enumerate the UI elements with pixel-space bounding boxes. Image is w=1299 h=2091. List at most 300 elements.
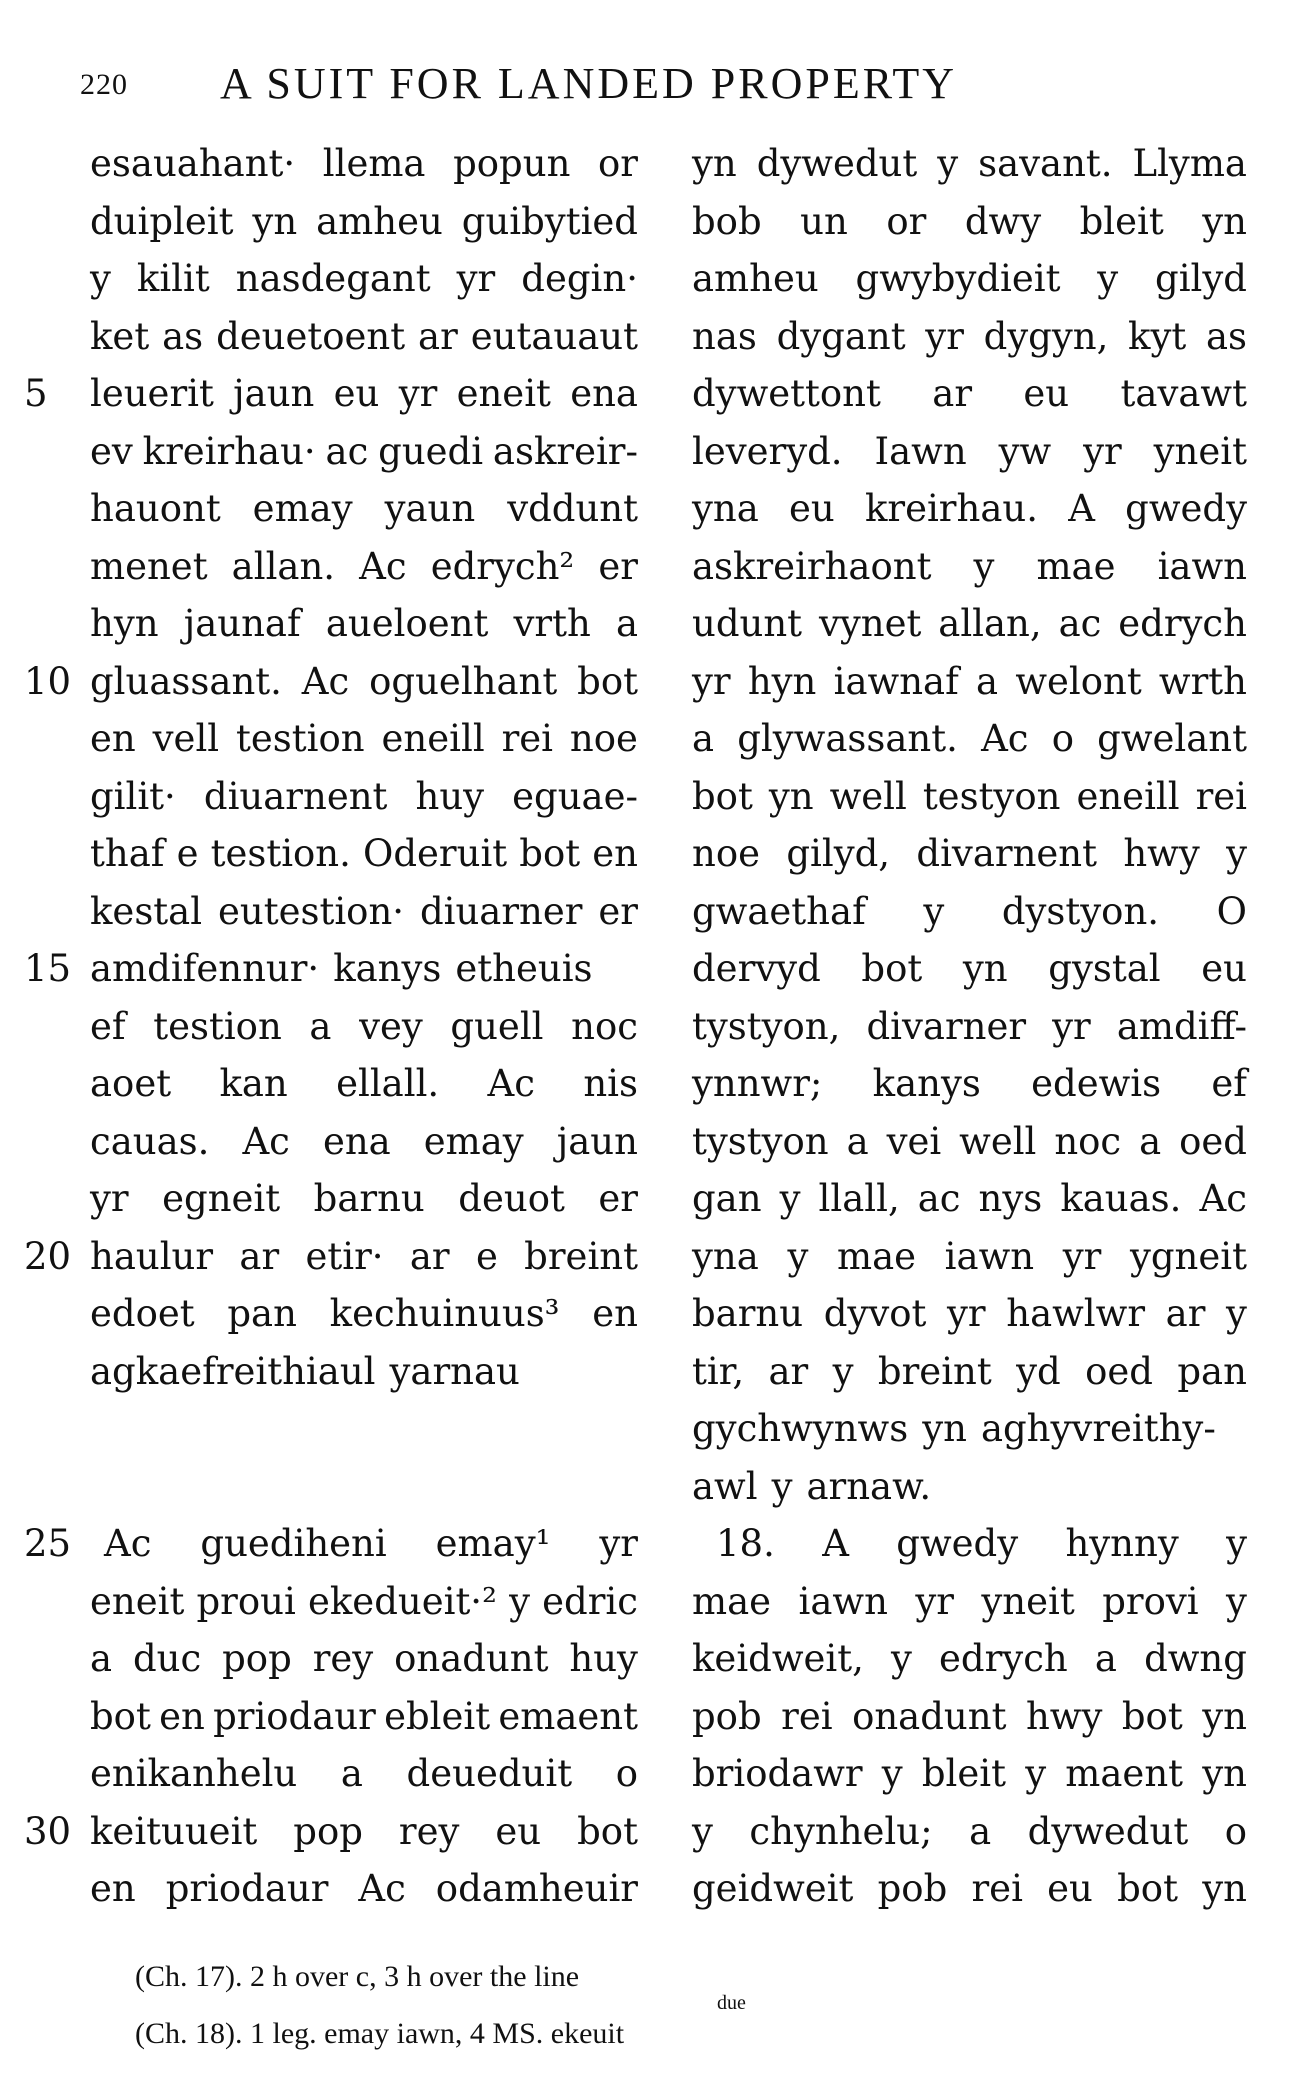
word: rei xyxy=(1195,774,1247,818)
word: eutauaut xyxy=(470,314,638,358)
right-text-line xyxy=(692,257,1247,314)
word: yn xyxy=(768,774,814,818)
word: Ac xyxy=(358,1867,406,1910)
right-text-line xyxy=(692,1005,1247,1062)
word: egneit xyxy=(162,1177,281,1220)
left-text-line xyxy=(90,602,638,659)
word: deuot xyxy=(458,1177,565,1220)
word: edric xyxy=(542,1579,638,1623)
word: pop xyxy=(222,1637,292,1680)
word: a xyxy=(976,659,999,703)
word: en xyxy=(592,832,638,875)
word: tystyon xyxy=(692,1119,829,1163)
word: vddunt xyxy=(507,487,638,530)
word: rey xyxy=(398,1809,460,1853)
left-text-line xyxy=(90,1752,638,1809)
word: yw xyxy=(998,429,1052,473)
word: guibytied xyxy=(461,199,638,243)
right-text-line xyxy=(692,1235,1247,1292)
word: glywassant. xyxy=(737,717,958,760)
word: rey xyxy=(312,1637,374,1680)
word: or xyxy=(598,142,638,185)
word: gwedy xyxy=(896,1522,1019,1565)
word: haulur xyxy=(90,1234,214,1278)
word: eneit xyxy=(90,1579,185,1623)
left-text-line xyxy=(90,1062,638,1119)
word: dwy xyxy=(964,199,1042,243)
left-text-line xyxy=(90,1235,638,1292)
word: awl xyxy=(692,1464,758,1508)
word: hwy xyxy=(1123,832,1200,875)
word: A xyxy=(1068,487,1095,530)
page-number: 220 xyxy=(80,68,128,101)
word: dywedut xyxy=(1027,1809,1189,1853)
word: deuetoent xyxy=(216,314,406,358)
word: rei xyxy=(501,717,553,760)
right-text-line xyxy=(692,430,1247,487)
word: edoet xyxy=(90,1292,195,1335)
word: agkaefreithiaul xyxy=(90,1349,376,1393)
right-text-line xyxy=(692,775,1247,832)
word: en xyxy=(592,1292,638,1335)
line-number: 25 xyxy=(24,1522,72,1565)
word: as xyxy=(1205,314,1247,358)
word: en xyxy=(159,1694,205,1738)
word: bot xyxy=(90,1694,151,1738)
word: yr xyxy=(1083,429,1122,473)
word: nasdegant xyxy=(235,257,431,300)
word: edrych xyxy=(1118,602,1247,645)
word: enikanhelu xyxy=(90,1752,298,1795)
right-text-line xyxy=(692,487,1247,544)
word: yna xyxy=(692,487,759,530)
line-number: 15 xyxy=(24,947,72,990)
word: ar xyxy=(409,1234,450,1278)
word: gwybydieit xyxy=(855,257,1061,300)
word: huy xyxy=(415,774,485,818)
word: eu xyxy=(1201,947,1247,990)
word: eneill xyxy=(381,717,485,760)
word: ekedueit·² xyxy=(307,1579,497,1623)
right-text-line xyxy=(692,947,1247,1004)
word: ar xyxy=(932,372,973,415)
left-text-line xyxy=(90,1580,638,1637)
left-text-line xyxy=(90,257,638,314)
right-text-line xyxy=(692,1752,1247,1809)
word: noe xyxy=(692,832,761,875)
word: dwng xyxy=(1144,1637,1247,1680)
word: gilyd, xyxy=(786,832,891,875)
word: nas xyxy=(692,314,757,358)
word: y xyxy=(90,257,111,300)
word: a xyxy=(615,602,638,645)
word: o xyxy=(615,1752,638,1795)
word: a xyxy=(309,1004,332,1048)
word: vynet xyxy=(818,602,922,645)
word: y xyxy=(692,1809,713,1853)
word: hauont xyxy=(90,487,221,530)
word: y xyxy=(1226,1292,1247,1335)
word: kauas. xyxy=(1060,1177,1182,1220)
word: y xyxy=(891,1637,912,1680)
word: kreirhau· xyxy=(142,429,316,473)
right-text-line xyxy=(692,1867,1247,1924)
word: testyon xyxy=(922,774,1061,818)
word: a xyxy=(1094,1637,1117,1680)
running-title: A SUIT FOR LANDED PROPERTY xyxy=(220,59,958,108)
word: bob xyxy=(692,199,762,243)
word: gan xyxy=(692,1177,762,1220)
word: vell xyxy=(152,717,220,760)
left-text-line xyxy=(90,1120,638,1177)
word: O xyxy=(1216,889,1247,933)
right-text-line xyxy=(692,1695,1247,1752)
word: Iawn xyxy=(874,429,967,473)
word: ygneit xyxy=(1129,1234,1247,1278)
left-text-line xyxy=(90,1867,638,1924)
word: y xyxy=(779,1177,801,1220)
word: allan, xyxy=(938,602,1042,645)
word: divarnent xyxy=(916,832,1097,875)
word: Ac xyxy=(242,1119,290,1163)
word: gilyd xyxy=(1155,257,1247,300)
word: tystyon, xyxy=(692,1004,841,1048)
word: kanys xyxy=(872,1062,981,1105)
word: yr xyxy=(925,314,964,358)
word: bot xyxy=(1117,1867,1178,1910)
right-text-line xyxy=(692,1120,1247,1177)
word: yn xyxy=(1202,1694,1247,1738)
word: a xyxy=(846,1119,869,1163)
word: yaun xyxy=(384,487,476,530)
word: iawn xyxy=(1157,544,1247,588)
left-text-line xyxy=(90,315,638,372)
word: wrth xyxy=(1158,659,1247,703)
word: divarner xyxy=(866,1004,1027,1048)
word: mae xyxy=(692,1579,772,1623)
word: onadunt xyxy=(394,1637,549,1680)
word: y xyxy=(787,1234,809,1278)
word: a xyxy=(969,1809,992,1853)
word: dywedut xyxy=(756,142,918,185)
word: Ac xyxy=(487,1062,535,1105)
word: ev xyxy=(90,429,133,473)
footnote-ch17: (Ch. 17). 2 h over c, 3 h over the line xyxy=(135,1960,580,1993)
left-text-line xyxy=(90,1810,638,1867)
left-text-line xyxy=(90,200,638,257)
word: A xyxy=(822,1522,849,1565)
word: nys xyxy=(978,1177,1043,1220)
word: yneit xyxy=(1153,429,1247,473)
word: vrth xyxy=(513,602,591,645)
word: yr xyxy=(1062,1234,1102,1278)
line-number: 10 xyxy=(24,659,72,703)
word: tir, xyxy=(692,1349,745,1393)
word: duc xyxy=(132,1637,202,1680)
word: eu xyxy=(333,372,380,415)
word: etheuis xyxy=(455,947,593,990)
word: un xyxy=(800,199,848,243)
word: kyt xyxy=(1128,314,1187,358)
word: onadunt xyxy=(852,1694,1007,1738)
word: dygant xyxy=(776,314,906,358)
word: briodawr xyxy=(692,1752,863,1795)
word: aoet xyxy=(90,1062,172,1105)
word: kilit xyxy=(136,257,210,300)
word: ena xyxy=(322,1119,391,1163)
right-text-line xyxy=(692,890,1247,947)
word: o xyxy=(1224,1809,1247,1853)
word: bot xyxy=(577,659,638,703)
word: huy xyxy=(569,1637,638,1680)
left-text-line xyxy=(90,890,638,947)
word: y xyxy=(1226,1522,1247,1565)
word: hynny xyxy=(1065,1522,1179,1565)
word: kanys xyxy=(333,947,442,990)
word: emaent xyxy=(498,1694,638,1738)
word: jaun xyxy=(233,372,315,415)
word: iawnaf xyxy=(833,659,959,703)
word: odamheuir xyxy=(435,1867,638,1910)
word: maent xyxy=(1065,1752,1184,1795)
left-text-line xyxy=(90,660,638,717)
word: gilit· xyxy=(90,774,176,818)
word: vei xyxy=(886,1119,942,1163)
word: Ac xyxy=(301,659,350,703)
word: pob xyxy=(692,1694,762,1738)
word: testion xyxy=(153,1004,282,1048)
word: leveryd. xyxy=(692,429,843,473)
word: bleit xyxy=(1079,199,1164,243)
word: oguelhant xyxy=(369,659,558,703)
word: edewis xyxy=(1031,1062,1162,1105)
word: yd xyxy=(1016,1349,1061,1393)
word: bot xyxy=(1121,1694,1183,1738)
word: ellall. xyxy=(336,1062,440,1105)
word: emay xyxy=(252,487,353,530)
left-text-line xyxy=(90,487,638,544)
word: dervyd xyxy=(692,947,821,990)
word: mae xyxy=(836,1234,917,1278)
left-text-line xyxy=(90,832,638,889)
left-text-line xyxy=(90,717,638,774)
word: gwedy xyxy=(1125,487,1247,530)
word: emay¹ xyxy=(435,1522,551,1565)
left-text-line xyxy=(90,1292,638,1349)
word: y xyxy=(923,889,945,933)
word: priodaur xyxy=(213,1694,376,1738)
word: rei xyxy=(971,1867,1023,1910)
word: yneit xyxy=(981,1579,1075,1623)
right-text-line xyxy=(692,1637,1247,1694)
word: bot xyxy=(519,832,581,875)
word: iawn xyxy=(944,1234,1035,1278)
word: gychwynws xyxy=(692,1407,909,1450)
word: pan xyxy=(227,1292,297,1335)
word: emay xyxy=(423,1119,524,1163)
left-text-line xyxy=(104,1522,638,1579)
left-text-line xyxy=(90,775,638,832)
word: keituueit xyxy=(90,1809,258,1853)
word: kestal xyxy=(90,889,203,933)
word: gluassant. xyxy=(90,659,282,703)
word: deueduit xyxy=(406,1752,573,1795)
word: yn xyxy=(962,947,1008,990)
word: yr xyxy=(915,1579,954,1623)
word: er xyxy=(598,544,638,588)
word: ac xyxy=(917,1177,961,1220)
left-text-line xyxy=(90,1177,638,1234)
right-text-line xyxy=(692,1292,1247,1349)
footnote-superscript: due xyxy=(717,1992,746,2014)
right-text-line xyxy=(692,1810,1247,1867)
word: ac xyxy=(1058,602,1102,645)
right-text-line xyxy=(692,315,1247,372)
word: ebleit xyxy=(384,1694,491,1738)
word: cauas. xyxy=(90,1119,210,1163)
word: amheu xyxy=(316,199,443,243)
word: tavawt xyxy=(1120,372,1247,415)
word: llema xyxy=(322,142,426,185)
word: bot xyxy=(692,774,753,818)
word: Llyma xyxy=(1132,142,1247,185)
right-text-line xyxy=(692,1407,1247,1464)
word: kan xyxy=(219,1062,288,1105)
word: Ac xyxy=(1199,1177,1247,1220)
right-text-line xyxy=(692,545,1247,602)
word: yn xyxy=(1202,1867,1247,1910)
word: Ac xyxy=(359,544,407,588)
word: testion. xyxy=(210,832,351,875)
word: y xyxy=(1226,1579,1247,1623)
word: yn xyxy=(692,142,737,185)
word: geidweit xyxy=(692,1867,854,1910)
word: oed xyxy=(1179,1119,1247,1163)
word: noe xyxy=(569,717,638,760)
word: en xyxy=(90,1867,136,1910)
right-text-line xyxy=(692,372,1247,429)
word: yr xyxy=(947,1292,986,1335)
word: diuarner xyxy=(419,889,583,933)
word: ac xyxy=(325,429,369,473)
word: pob xyxy=(877,1867,948,1910)
right-text-line xyxy=(692,1580,1247,1637)
word: e xyxy=(475,1234,498,1278)
word: eguae- xyxy=(512,774,638,818)
word: hyn xyxy=(90,602,159,645)
word: iawn xyxy=(798,1579,888,1623)
word: 18. xyxy=(716,1522,775,1565)
word: yn xyxy=(1202,1752,1247,1795)
word: ar xyxy=(418,314,458,358)
word: amdiff- xyxy=(1116,1004,1247,1048)
word: a xyxy=(1139,1119,1162,1163)
left-text-line xyxy=(90,1005,638,1062)
word: bot xyxy=(861,947,923,990)
left-text-line xyxy=(90,372,638,429)
word: yn xyxy=(1202,199,1247,243)
word: dyvot xyxy=(823,1292,927,1335)
word: hawlwr xyxy=(1006,1292,1145,1335)
word: allan. xyxy=(231,544,336,588)
word: ar xyxy=(1165,1292,1206,1335)
left-text-line xyxy=(90,545,638,602)
word: etir· xyxy=(305,1234,384,1278)
left-text-line xyxy=(90,1350,638,1407)
line-number: 30 xyxy=(24,1809,72,1853)
word: eu xyxy=(789,487,835,530)
word: y xyxy=(1025,1752,1047,1795)
word: aghyvreithy- xyxy=(980,1407,1216,1450)
word: yr xyxy=(90,1177,129,1220)
word: proui xyxy=(196,1579,296,1623)
right-text-line xyxy=(692,200,1247,257)
word: a xyxy=(692,717,715,760)
word: mae xyxy=(1036,544,1116,588)
word: degin· xyxy=(521,257,638,300)
word: popun xyxy=(453,142,571,185)
right-text-line xyxy=(716,1522,1247,1579)
word: eutestion· xyxy=(217,889,405,933)
word: dystyon. xyxy=(1001,889,1160,933)
word: barnu xyxy=(692,1292,804,1335)
word: guediheni xyxy=(200,1522,387,1565)
word: amheu xyxy=(692,257,819,300)
word: arnaw. xyxy=(806,1464,932,1508)
word: gwelant xyxy=(1097,717,1247,760)
right-text-line xyxy=(692,1177,1247,1234)
word: pop xyxy=(293,1809,363,1853)
word: noc xyxy=(1054,1119,1122,1163)
word: chynhelu; xyxy=(749,1809,933,1853)
word: y xyxy=(509,1579,530,1623)
word: y xyxy=(881,1752,903,1795)
word: testion xyxy=(236,717,365,760)
word: as xyxy=(162,314,204,358)
right-text-line xyxy=(692,1465,1247,1522)
right-text-line xyxy=(692,832,1247,889)
word: gwaethaf xyxy=(692,889,866,933)
word: guell xyxy=(450,1004,544,1048)
word: y xyxy=(771,1464,793,1508)
line-number: 5 xyxy=(24,372,48,415)
word: y xyxy=(973,544,995,588)
word: llall, xyxy=(818,1177,900,1220)
word: provi xyxy=(1102,1579,1199,1623)
word: ena xyxy=(570,372,638,415)
word: esauahant· xyxy=(90,142,296,185)
word: Oderuit xyxy=(363,832,508,875)
word: e xyxy=(176,832,199,875)
line-number: 20 xyxy=(24,1234,72,1278)
word: hyn xyxy=(747,659,817,703)
word: Ac xyxy=(981,717,1029,760)
right-text-line xyxy=(692,1062,1247,1119)
word: or xyxy=(886,199,927,243)
word: priodaur xyxy=(165,1867,329,1910)
word: bot xyxy=(577,1809,638,1853)
left-text-line xyxy=(90,947,638,1004)
word: barnu xyxy=(313,1177,425,1220)
word: eneill xyxy=(1076,774,1180,818)
word: a xyxy=(340,1752,363,1795)
word: a xyxy=(90,1637,113,1680)
word: noc xyxy=(571,1004,638,1048)
word: thaf xyxy=(90,832,165,875)
left-text-line xyxy=(90,1637,638,1694)
word: welont xyxy=(1015,659,1142,703)
word: y xyxy=(832,1349,854,1393)
